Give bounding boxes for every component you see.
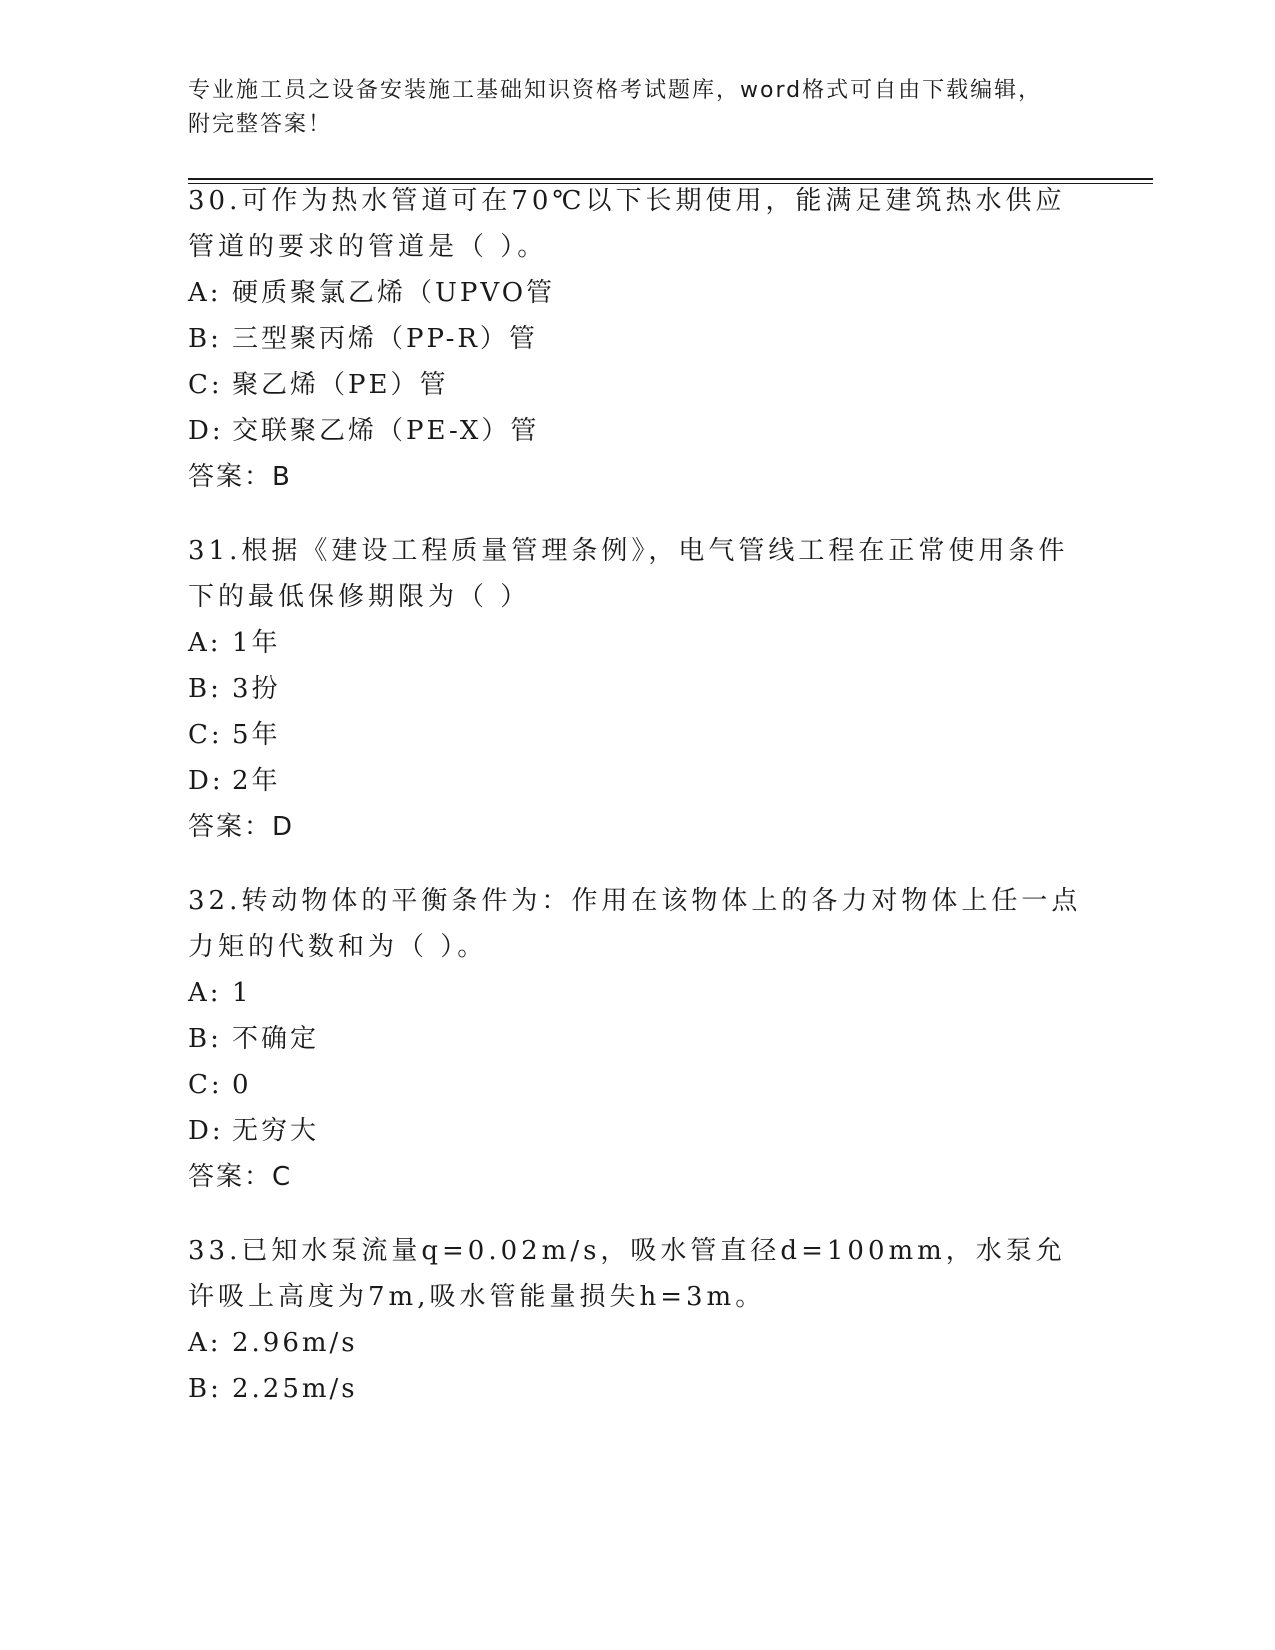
- option-c: [188, 362, 1088, 408]
- option-text: 1: [232, 978, 252, 1008]
- question-33: [188, 1228, 1088, 1412]
- option-b: [188, 1366, 1088, 1412]
- option-text: 不确定: [232, 1024, 320, 1054]
- question-32: [188, 878, 1088, 1200]
- option-text: 三型聚丙烯（PP-R）管: [232, 324, 538, 354]
- option-text: 2年: [232, 766, 281, 796]
- question-stem: 30.可作为热水管道可在70℃以下长期使用，能满足建筑热水供应管道的要求的管道是（ ）。: [188, 186, 1066, 262]
- option-label: C:: [188, 720, 223, 750]
- answer: 答案：C: [188, 1162, 293, 1192]
- option-label: A:: [188, 1328, 222, 1358]
- option-b: [188, 1016, 1088, 1062]
- option-d: [188, 408, 1088, 454]
- option-label: B:: [188, 1374, 222, 1404]
- option-b: [188, 666, 1088, 712]
- option-d: [188, 1108, 1088, 1154]
- option-c: [188, 712, 1088, 758]
- document-header: [188, 74, 1088, 142]
- option-label: D:: [188, 766, 224, 796]
- option-label: D:: [188, 1116, 224, 1146]
- option-label: A:: [188, 978, 222, 1008]
- option-label: D:: [188, 416, 224, 446]
- option-a: [188, 970, 1088, 1016]
- option-text: 聚乙烯（PE）管: [232, 370, 449, 400]
- option-b: [188, 316, 1088, 362]
- question-stem: 31.根据《建设工程质量管理条例》，电气管线工程在正常使用条件下的最低保修期限为（ ）: [188, 536, 1069, 612]
- option-c: [188, 1062, 1088, 1108]
- header-line-2: 附完整答案！: [188, 112, 333, 137]
- option-text: 交联聚乙烯（PE-X）管: [232, 416, 540, 446]
- option-text: 2.96m/s: [232, 1328, 358, 1358]
- option-text: 5年: [232, 720, 281, 750]
- option-text: 0: [232, 1070, 252, 1100]
- option-a: [188, 1320, 1088, 1366]
- option-label: C:: [188, 370, 223, 400]
- option-a: [188, 270, 1088, 316]
- question-31: [188, 528, 1088, 850]
- answer: 答案：B: [188, 462, 292, 492]
- option-text: 无穷大: [232, 1116, 320, 1146]
- option-a: [188, 620, 1088, 666]
- option-text: 硬质聚氯乙烯（UPVO管: [232, 278, 556, 308]
- answer: 答案：D: [188, 812, 295, 842]
- header-line-1: 专业施工员之设备安装施工基础知识资格考试题库，word格式可自由下载编辑，: [188, 78, 1043, 103]
- option-label: B:: [188, 1024, 222, 1054]
- question-30: [188, 178, 1088, 500]
- option-label: A:: [188, 628, 222, 658]
- option-label: C:: [188, 1070, 223, 1100]
- option-text: 3扮: [232, 674, 281, 704]
- option-d: [188, 758, 1088, 804]
- option-label: B:: [188, 674, 222, 704]
- option-text: 2.25m/s: [232, 1374, 358, 1404]
- question-stem: 32.转动物体的平衡条件为：作用在该物体上的各力对物体上任一点力矩的代数和为（ ）。: [188, 886, 1082, 962]
- option-text: 1年: [232, 628, 281, 658]
- option-label: B:: [188, 324, 222, 354]
- question-stem: 33.已知水泵流量q=0.02m/s，吸水管直径d=100mm，水泵允许吸上高度为7m,吸水管能量损失h=3m。: [188, 1236, 1066, 1312]
- option-label: A:: [188, 278, 222, 308]
